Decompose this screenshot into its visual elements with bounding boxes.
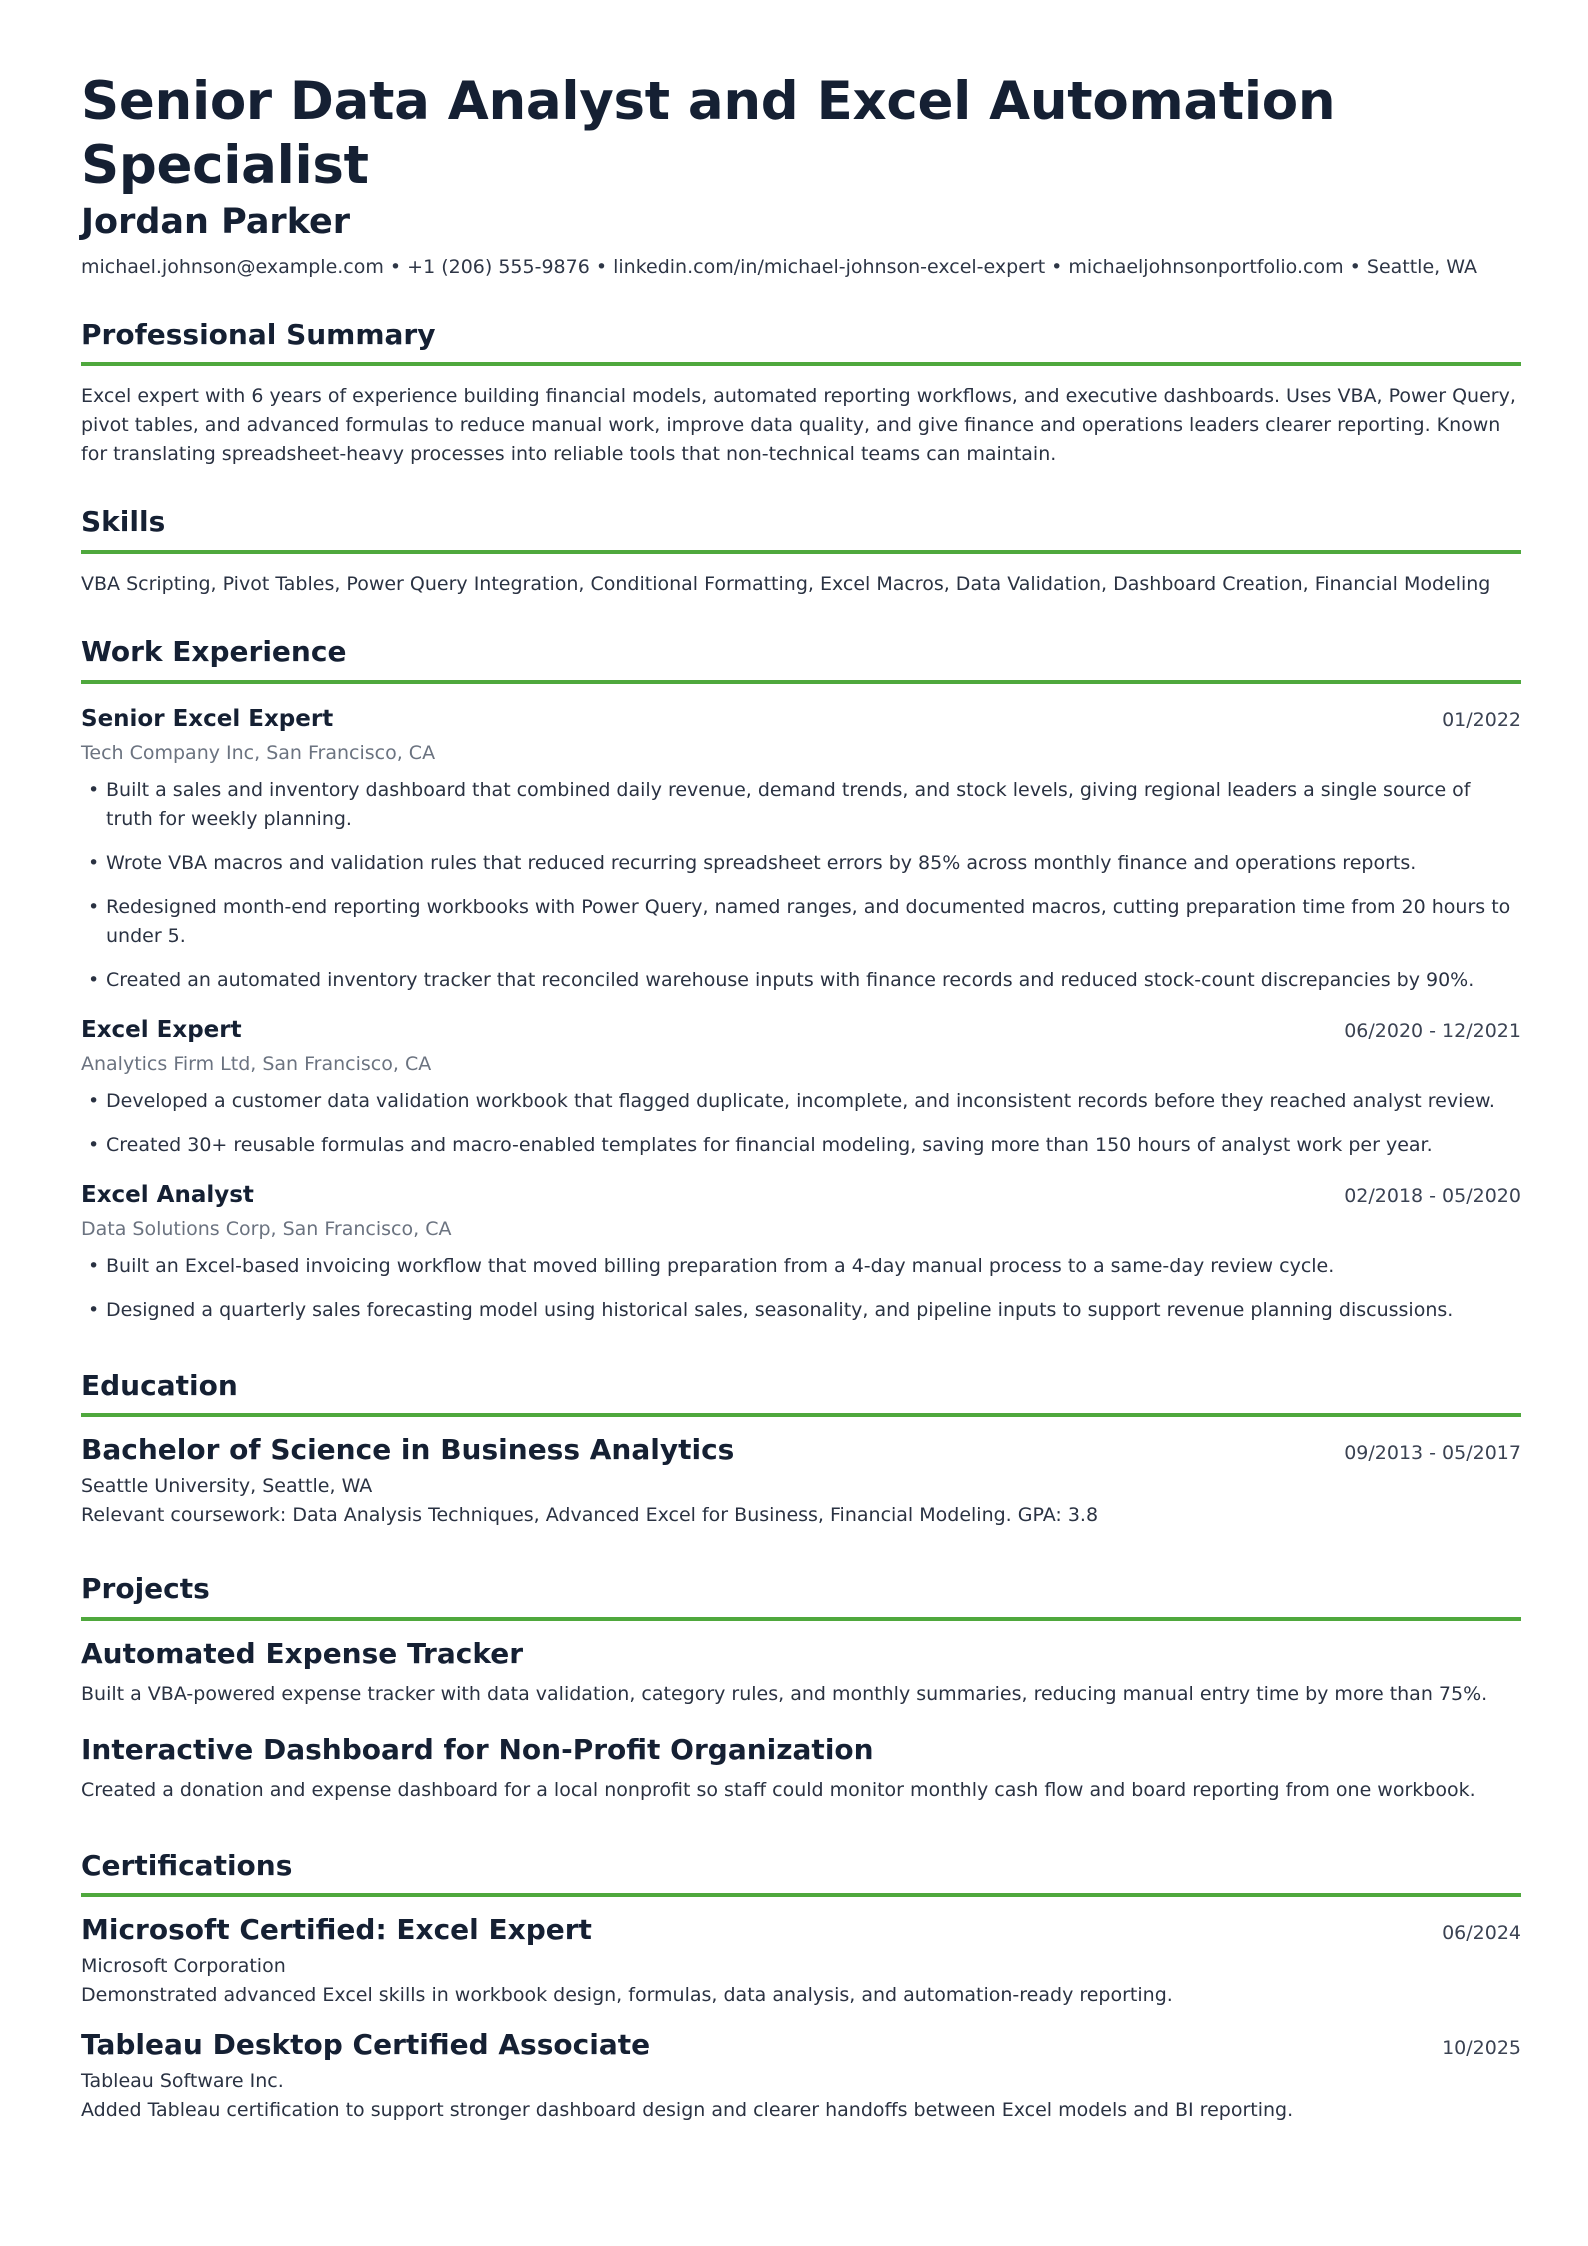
certification-issuer: Microsoft Corporation (81, 1955, 286, 1978)
bullet-text: Redesigned month-end reporting workbooks with Power Query, named ranges, and documented macros, cutting preparation time from 20 hours to under 5. (106, 895, 1511, 947)
certification-entry (81, 2028, 1521, 2125)
degree-title: Bachelor of Science in Business Analytics (81, 1433, 735, 1467)
list-item (81, 1087, 1521, 1116)
job-company: Analytics Firm Ltd, San Francisco, CA (81, 1052, 432, 1075)
certification-text: Demonstrated advanced Excel skills in workbook design, formulas, data analysis, and automation-ready reporting. (81, 1984, 1173, 2007)
certification-title: Microsoft Certified: Excel Expert (81, 1913, 592, 1947)
project-entry (81, 1733, 1521, 1805)
section-heading-projects: Projects (81, 1572, 210, 1606)
bullet-text: Created an automated inventory tracker that reconciled warehouse inputs with finance records and reduced stock-count discrepancies by 90%. (106, 968, 1475, 991)
bullet-icon: • (88, 1254, 100, 1277)
certifications-section (81, 1849, 1521, 2126)
bullet-icon: • (88, 1298, 100, 1321)
project-entry (81, 1637, 1521, 1709)
skills-section (81, 505, 1521, 599)
bullet-text: Wrote VBA macros and validation rules that reduced recurring spreadsheet errors by 85% across monthly finance and operations reports. (106, 851, 1417, 874)
certification-issuer: Tableau Software Inc. (81, 2070, 284, 2093)
bullet-icon: • (88, 1089, 100, 1112)
list-item (81, 966, 1521, 995)
job-bullets (81, 776, 1521, 995)
list-item (81, 1252, 1521, 1281)
job-date: 01/2022 (1442, 708, 1521, 731)
section-heading-experience: Work Experience (81, 635, 347, 669)
bullet-icon: • (88, 851, 100, 874)
list-item (81, 1131, 1521, 1160)
summary-section (81, 318, 1521, 470)
section-divider (81, 1413, 1521, 1417)
coursework-text: Relevant coursework: Data Analysis Techniques, Advanced Excel for Business, Financial Modeling. GPA: 3.8 (81, 1504, 1099, 1527)
certification-entry (81, 1913, 1521, 2010)
job-date: 02/2018 - 05/2020 (1344, 1184, 1521, 1207)
section-divider (81, 550, 1521, 554)
section-divider (81, 1617, 1521, 1621)
certification-text: Added Tableau certification to support stronger dashboard design and clearer handoffs between Excel models and BI reporting. (81, 2099, 1294, 2122)
bullet-text: Built a sales and inventory dashboard that combined daily revenue, demand trends, and stock levels, giving regional leaders a single source of truth for weekly planning. (106, 778, 1471, 830)
section-divider (81, 362, 1521, 366)
section-divider (81, 1893, 1521, 1897)
job-title: Senior Excel Expert (81, 705, 334, 732)
bullet-text: Designed a quarterly sales forecasting model using historical sales, seasonality, and pipeline inputs to support revenue planning discussions. (106, 1298, 1454, 1321)
certification-date: 06/2024 (1442, 1922, 1521, 1945)
projects-section (81, 1572, 1521, 1805)
education-date: 09/2013 - 05/2017 (1344, 1442, 1521, 1465)
job-company: Tech Company Inc, San Francisco, CA (81, 741, 436, 764)
skills-text: VBA Scripting, Pivot Tables, Power Query Integration, Conditional Formatting, Excel Macros, Data Validation, Dashboard Creation, Financial Modeling (81, 573, 1491, 596)
bullet-text: Created 30+ reusable formulas and macro-enabled templates for financial modeling, saving more than 150 hours of analyst work per year. (106, 1133, 1433, 1156)
job-title: Excel Expert (81, 1016, 242, 1043)
bullet-icon: • (88, 968, 100, 991)
summary-text: Excel expert with 6 years of experience building financial models, automated reporting workflows, and executive dashboards. Uses VBA, Power Query, pivot tables, and advanced formulas to reduce manual work, improve data quality, and give finance and operations leaders clearer reporting. Known for translating spreadsheet-heavy processes into reliable tools that non-technical teams can maintain. (81, 385, 1516, 466)
job-entry (81, 1182, 1521, 1325)
experience-section (81, 635, 1521, 1325)
candidate-name: Jordan Parker (81, 202, 351, 243)
list-item (81, 776, 1521, 834)
project-title: Automated Expense Tracker (81, 1636, 524, 1670)
certification-title: Tableau Desktop Certified Associate (81, 2028, 651, 2062)
contact-line: michael.johnson@example.com • +1 (206) 555-9876 • linkedin.com/in/michael-johnson-excel-expert • michaeljohnsonportfolio.com • Seattle, WA (81, 256, 1477, 279)
bullet-text: Developed a customer data validation workbook that flagged duplicate, incomplete, and inconsistent records before they reached analyst review. (106, 1089, 1495, 1112)
bullet-icon: • (88, 895, 100, 918)
bullet-icon: • (88, 1133, 100, 1156)
job-entry (81, 1017, 1521, 1160)
list-item (81, 849, 1521, 878)
education-section (81, 1369, 1521, 1531)
job-company: Data Solutions Corp, San Francisco, CA (81, 1217, 452, 1240)
project-text: Built a VBA-powered expense tracker with data validation, category rules, and monthly summaries, reducing manual entry time by more than 75%. (81, 1682, 1488, 1705)
section-heading-education: Education (81, 1368, 238, 1402)
job-bullets (81, 1252, 1521, 1325)
education-entry (81, 1433, 1521, 1530)
resume-title: Senior Data Analyst and Excel Automation Specialist (81, 71, 1336, 196)
list-item (81, 1296, 1521, 1325)
job-date: 06/2020 - 12/2021 (1344, 1019, 1521, 1042)
project-text: Created a donation and expense dashboard for a local nonprofit so staff could monitor monthly cash flow and board reporting from one workbook. (81, 1778, 1476, 1801)
bullet-icon: • (88, 778, 100, 801)
job-entry (81, 706, 1521, 995)
section-heading-skills: Skills (81, 505, 166, 539)
resume-page (81, 70, 1521, 2125)
job-bullets (81, 1087, 1521, 1160)
project-title: Interactive Dashboard for Non-Profit Organization (81, 1732, 874, 1766)
section-heading-certifications: Certifications (81, 1848, 293, 1882)
section-divider (81, 680, 1521, 684)
bullet-text: Built an Excel-based invoicing workflow that moved billing preparation from a 4-day manual process to a same-day review cycle. (106, 1254, 1335, 1277)
list-item (81, 893, 1521, 951)
certification-date: 10/2025 (1442, 2037, 1521, 2060)
job-title: Excel Analyst (81, 1181, 254, 1208)
section-heading-summary: Professional Summary (81, 317, 436, 351)
school-name: Seattle University, Seattle, WA (81, 1475, 373, 1498)
